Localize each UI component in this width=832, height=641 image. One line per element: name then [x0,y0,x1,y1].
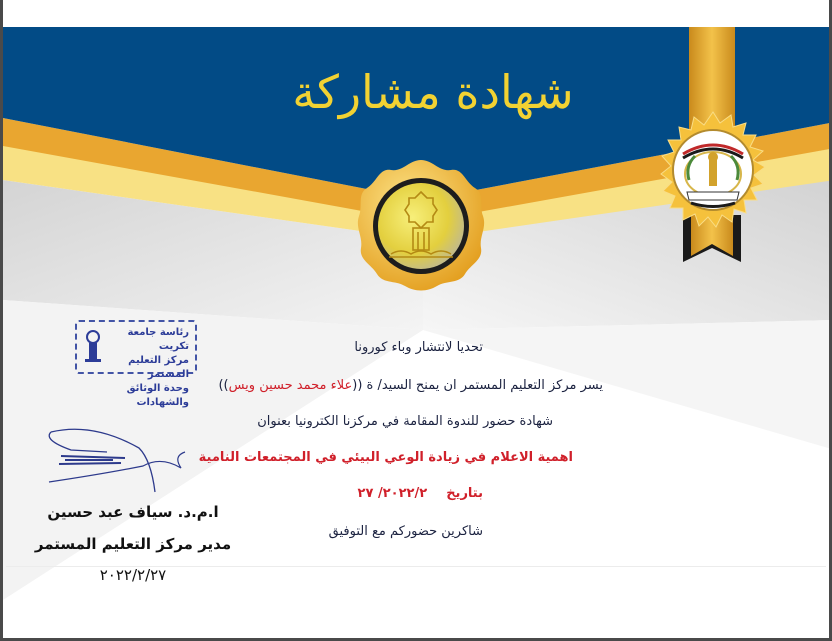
stamp-line-3: وحدة الوثائق والشهادات [126,383,189,408]
date-label: بتاريخ [446,486,483,501]
stamp-emblem-icon [83,330,103,364]
intro-line: تحديا لانتشار وباء كورونا [354,340,483,355]
certificate-title: شهادة مشاركة [292,65,574,119]
seminar-title: اهمية الاعلام في زيادة الوعي البيئي في المجتمعات النامية [198,450,573,465]
signatory-position: مدير مركز التعليم المستمر [34,535,232,553]
official-stamp [75,320,197,408]
closing-line: شاكرين حضوركم مع التوفيق [328,524,483,539]
signature-icon [43,426,193,496]
stamp-line-2: مركز التعليم المستمر [128,355,189,380]
signatory-name: ا.م.د. سياف عبد حسين [47,503,219,521]
recipient-name: علاء محمد حسين ويس [228,378,353,393]
date-value: ٢٠٢٢/٢/ ٢٧ [357,486,428,501]
grant-prefix: يسر مركز التعليم المستمر ان يمنح السيد/ ة (( [352,378,603,393]
signatory-date: ٢٠٢٢/٢/٢٧ [99,566,167,584]
attendance-line: شهادة حضور للندوة المقامة في مركزنا الكترونيا بعنوان [257,414,553,429]
date-line [357,486,483,501]
grant-line [218,378,603,393]
stamp-line-1: رئاسة جامعة تكريت [127,327,189,352]
grant-suffix: )) [218,378,229,393]
